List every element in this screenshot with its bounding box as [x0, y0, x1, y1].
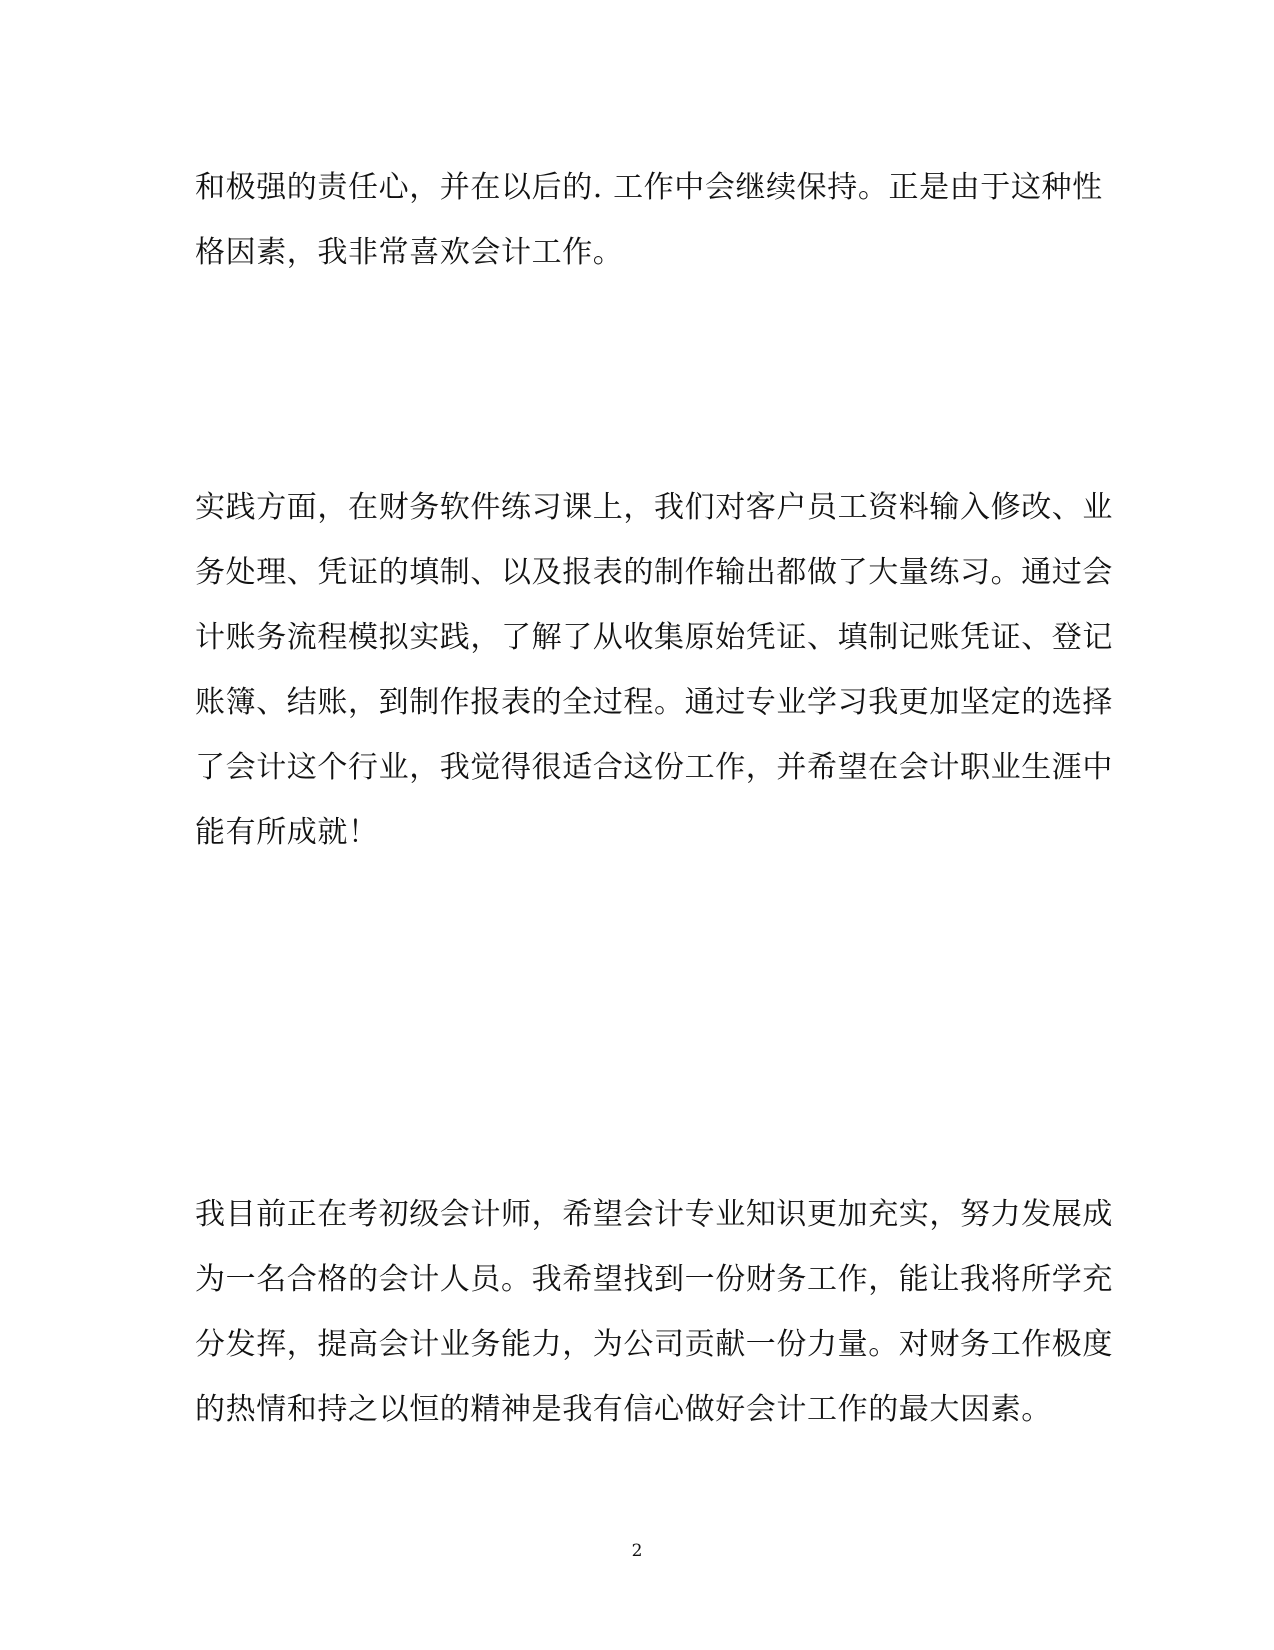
text-line: 的热情和持之以恒的精神是我有信心做好会计工作的最大因素。 — [195, 1392, 1052, 1427]
text-line: 能有所成就！ — [195, 815, 379, 850]
text-line: 分发挥，提高会计业务能力，为公司贡献一份力量。对财务工作极度 — [195, 1327, 1113, 1362]
paragraph-goals — [195, 1182, 1113, 1442]
page-number: 2 — [631, 1541, 643, 1561]
text-line: 务处理、凭证的填制、以及报表的制作输出都做了大量练习。通过会 — [195, 555, 1113, 590]
text-line: 了会计这个行业，我觉得很适合这份工作，并希望在会计职业生涯中 — [195, 750, 1113, 785]
text-line: 和极强的责任心，并在以后的. 工作中会继续保持。正是由于这种性 — [195, 170, 1103, 205]
paragraph-practice — [195, 475, 1113, 865]
text-line: 实践方面，在财务软件练习课上，我们对客户员工资料输入修改、业 — [195, 490, 1113, 525]
paragraph-personality — [195, 155, 1103, 285]
text-line: 格因素，我非常喜欢会计工作。 — [195, 235, 624, 270]
text-line: 我目前正在考初级会计师，希望会计专业知识更加充实，努力发展成 — [195, 1197, 1113, 1232]
text-line: 计账务流程模拟实践，了解了从收集原始凭证、填制记账凭证、登记 — [195, 620, 1113, 655]
text-line: 账簿、结账，到制作报表的全过程。通过专业学习我更加坚定的选择 — [195, 685, 1113, 720]
text-line: 为一名合格的会计人员。我希望找到一份财务工作，能让我将所学充 — [195, 1262, 1113, 1297]
